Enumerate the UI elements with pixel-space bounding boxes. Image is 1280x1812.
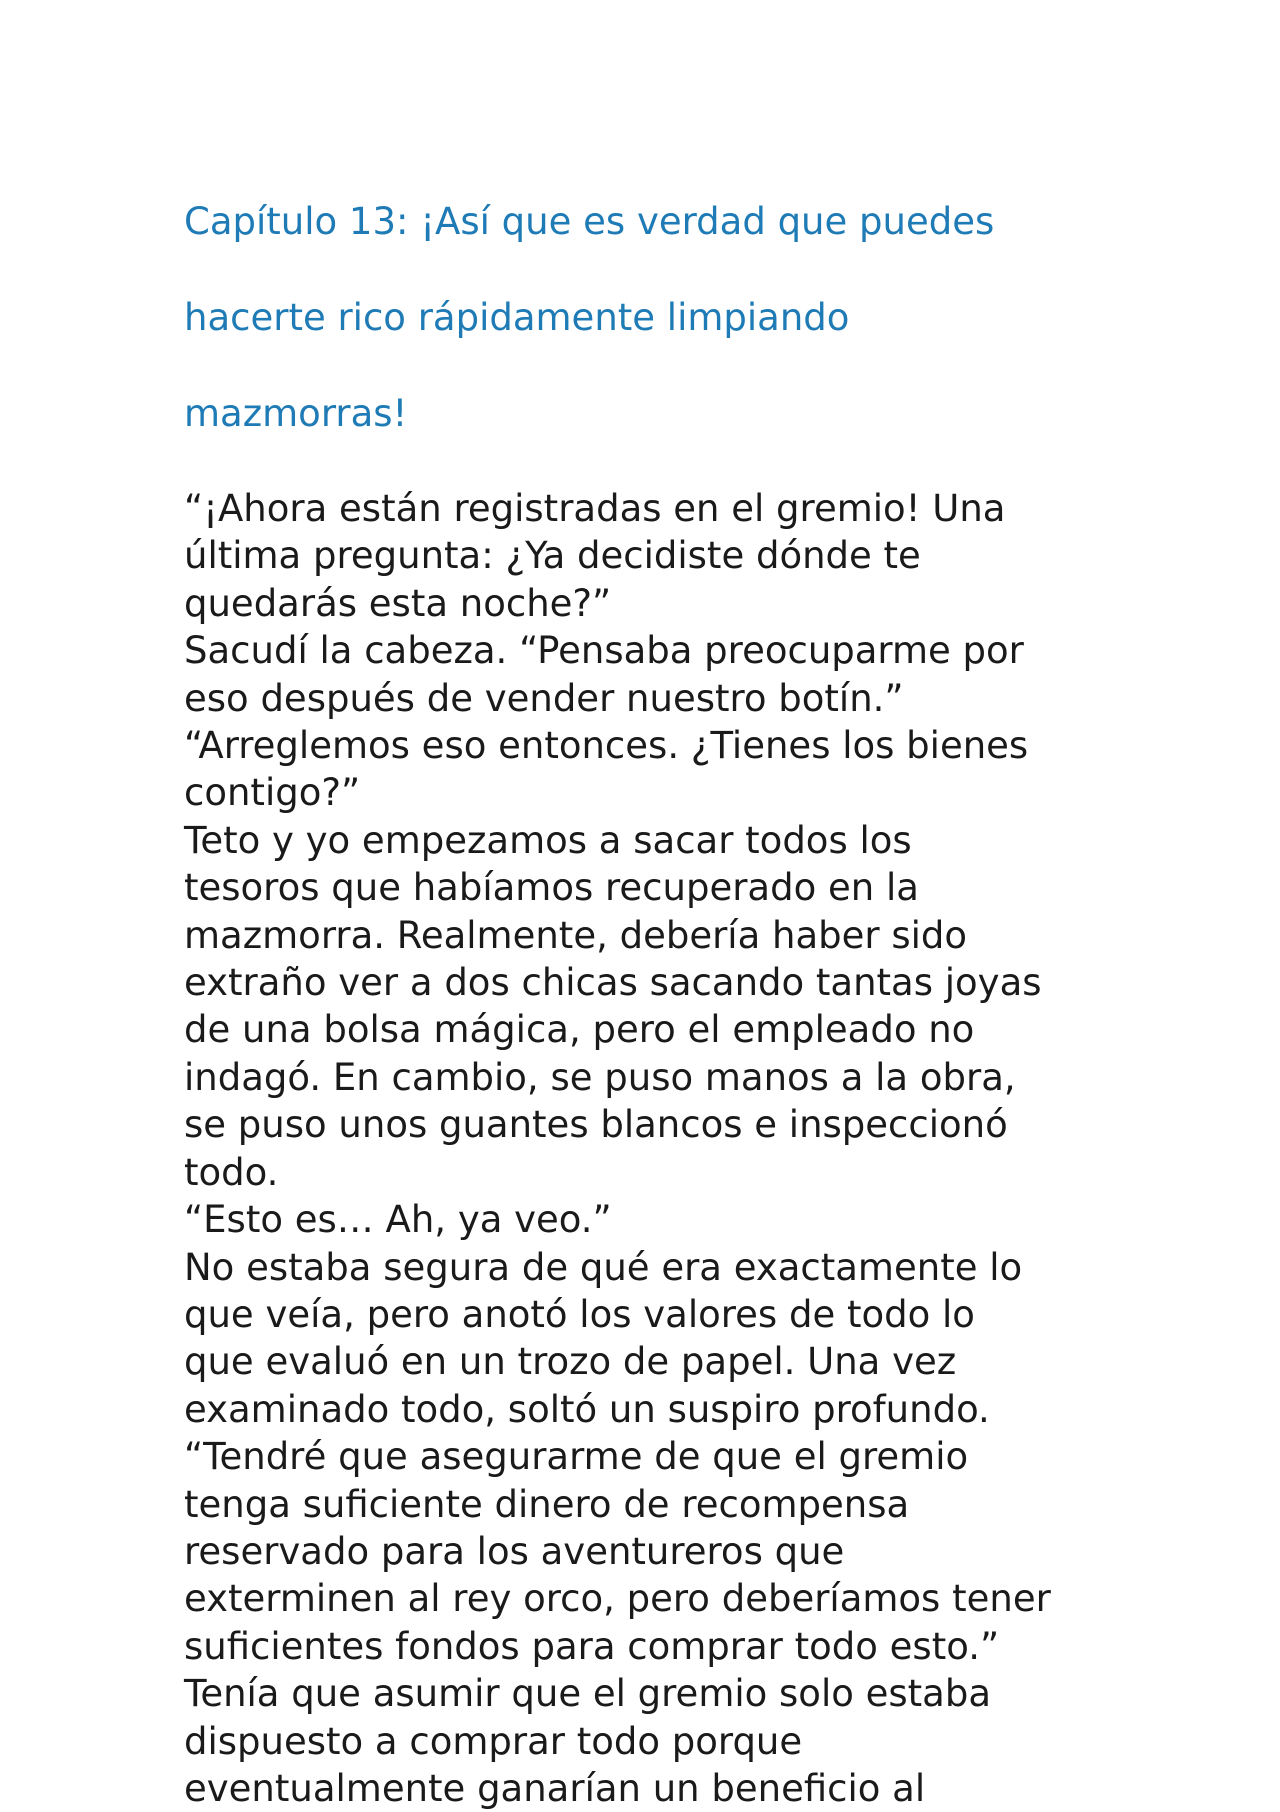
chapter-title-line: Capítulo 13: ¡Así que es verdad que puedes <box>184 200 995 243</box>
body-text-line: tesoros que habíamos recuperado en la <box>184 866 919 910</box>
body-text-line: de una bolsa mágica, pero el empleado no <box>184 1008 975 1052</box>
document-page <box>184 150 1124 1812</box>
body-text-line: última pregunta: ¿Ya decidiste dónde te <box>184 534 921 578</box>
body-text-line: “Tendré que asegurarme de que el gremio <box>184 1435 969 1479</box>
body-text-line: Sacudí la cabeza. “Pensaba preocuparme por <box>184 629 1024 673</box>
title-spacer <box>184 438 1124 485</box>
body-text-line: suficientes fondos para comprar todo esto.” <box>184 1624 1000 1668</box>
chapter-title-line: hacerte rico rápidamente limpiando <box>184 296 850 339</box>
body-text <box>184 485 1124 1812</box>
body-text-line: No estaba segura de qué era exactamente lo <box>184 1245 1023 1289</box>
body-text-line: examinado todo, soltó un suspiro profundo. <box>184 1387 990 1431</box>
body-text-line: reservado para los aventureros que <box>184 1529 845 1573</box>
body-text-line: dispuesto a comprar todo porque <box>184 1719 803 1763</box>
body-text-line: eso después de vender nuestro botín.” <box>184 676 904 720</box>
body-text-line: todo. <box>184 1150 279 1194</box>
body-text-line: exterminen al rey orco, pero deberíamos tener <box>184 1577 1051 1621</box>
body-text-line: eventualmente ganarían un beneficio al <box>184 1766 926 1810</box>
body-text-line: que veía, pero anotó los valores de todo lo <box>184 1292 975 1336</box>
body-text-line: tenga suficiente dinero de recompensa <box>184 1482 910 1526</box>
body-text-line: se puso unos guantes blancos e inspeccionó <box>184 1103 1008 1147</box>
body-text-line: Tenía que asumir que el gremio solo estaba <box>184 1672 992 1716</box>
chapter-title <box>184 150 1124 438</box>
body-text-line: “Arreglemos eso entonces. ¿Tienes los bienes <box>184 724 1029 768</box>
body-text-line: “Esto es… Ah, ya veo.” <box>184 1198 612 1242</box>
body-text-line: mazmorra. Realmente, debería haber sido <box>184 913 968 957</box>
body-text-line: que evaluó en un trozo de papel. Una vez <box>184 1340 957 1384</box>
body-text-line: “¡Ahora están registradas en el gremio! Una <box>184 487 1006 530</box>
body-text-line: indagó. En cambio, se puso manos a la obra, <box>184 1055 1016 1099</box>
body-text-line: Teto y yo empezamos a sacar todos los <box>184 818 912 862</box>
chapter-title-line: mazmorras! <box>184 392 408 435</box>
body-text-line: contigo?” <box>184 771 361 815</box>
body-text-line: quedarás esta noche?” <box>184 581 612 625</box>
body-text-line: extraño ver a dos chicas sacando tantas joyas <box>184 961 1042 1005</box>
